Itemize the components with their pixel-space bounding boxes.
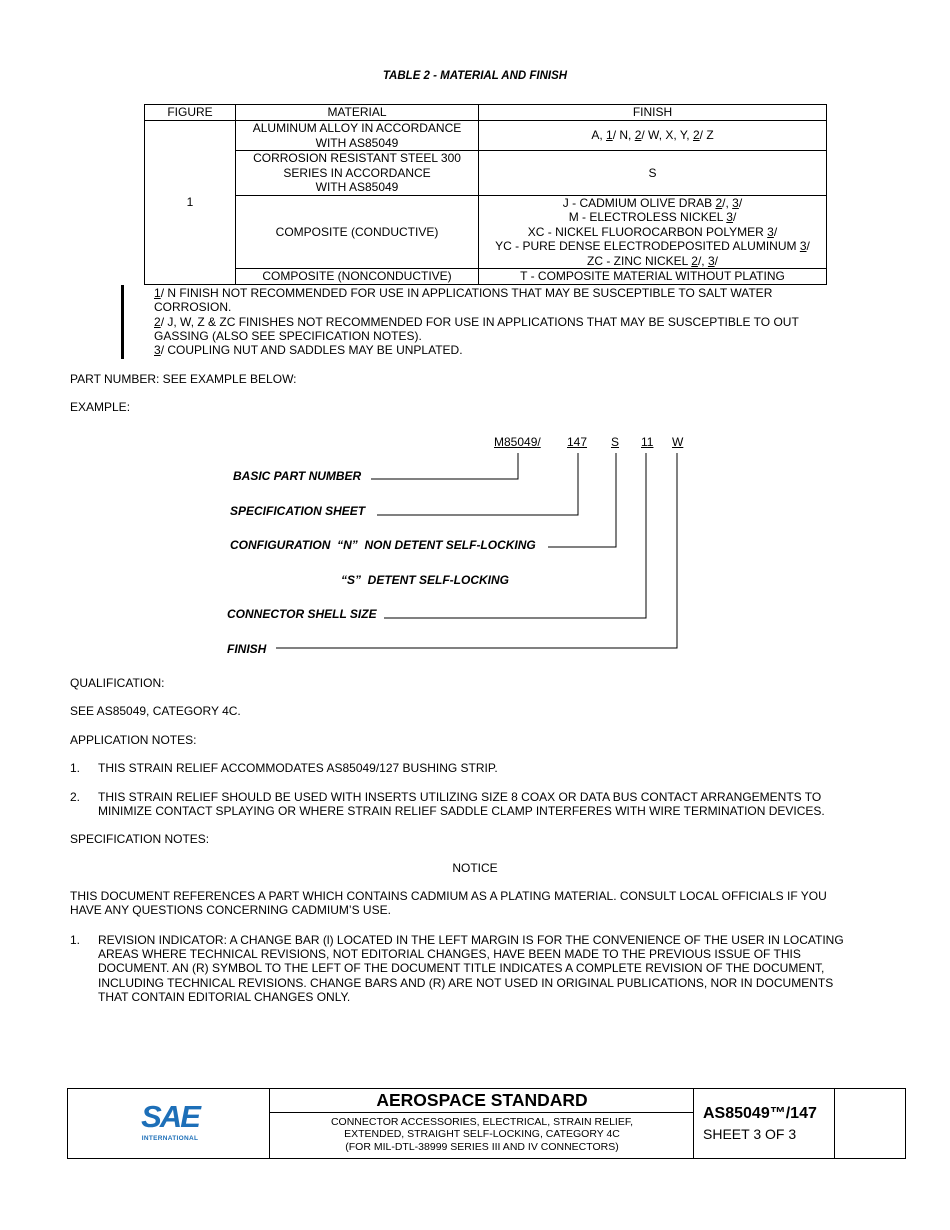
- revision-cell: [835, 1089, 905, 1158]
- notice-heading: NOTICE: [452, 861, 498, 875]
- finish-line: J - CADMIUM OLIVE DRAB 2/, 3/: [562, 195, 743, 210]
- document-number: AS85049™/147: [703, 1105, 817, 1122]
- label-finish: FINISH: [227, 642, 267, 656]
- finish-line: M - ELECTROLESS NICKEL 3/: [568, 210, 737, 224]
- leader-config: [548, 453, 616, 547]
- sheet-number: SHEET 3 OF 3: [703, 1126, 797, 1142]
- pn-code-finish: W: [672, 435, 684, 449]
- app-note-2: THIS STRAIN RELIEF SHOULD BE USED WITH INSERTS UTILIZING SIZE 8 COAX OR DATA BUS CONTACT ARRANGEMENTS TO MINIMIZE CONTACT SPLAYING OR WHERE STRAIN RELIEF SADDLE CLAMP INTERFERES WITH WIRE TERMINATION DEVICES.: [98, 790, 825, 819]
- finish-line: ZC - ZINC NICKEL 2/, 3/: [587, 253, 718, 268]
- qualification-text: SEE AS85049, CATEGORY 4C.: [70, 704, 241, 718]
- pn-code-basic: M85049/: [494, 435, 541, 449]
- label-connector-shell-size: CONNECTOR SHELL SIZE: [227, 607, 377, 621]
- specification-notes-heading: SPECIFICATION NOTES:: [70, 832, 210, 846]
- notice-text: THIS DOCUMENT REFERENCES A PART WHICH CONTAINS CADMIUM AS A PLATING MATERIAL. CONSULT LOCAL OFFICIALS IF YOU HAVE ANY QUESTIONS CONCERNING CADMIUM’S USE.: [70, 889, 827, 918]
- finish-cell: T - COMPOSITE MATERIAL WITHOUT PLATING: [479, 269, 827, 285]
- title-cell: [270, 1089, 694, 1158]
- leader-shell: [384, 453, 646, 618]
- document-description: CONNECTOR ACCESSORIES, ELECTRICAL, STRAIN RELIEF, EXTENDED, STRAIGHT SELF-LOCKING, CATEGORY 4C (FOR MIL-DTL-38999 SERIES III AND IV CONNECTORS): [330, 1116, 634, 1153]
- title-block: [67, 1088, 906, 1159]
- label-specification-sheet: SPECIFICATION SHEET: [230, 504, 366, 518]
- header-material: MATERIAL: [236, 105, 479, 121]
- leader-spec: [377, 453, 578, 515]
- footnote-2: 2/ J, W, Z & ZC FINISHES NOT RECOMMENDED FOR USE IN APPLICATIONS THAT MAY BE SUSCEPTIBLE TO OUT GASSING (ALSO SEE SPECIFICATION NOTES).: [154, 315, 799, 344]
- sae-logo-subtitle: INTERNATIONAL: [141, 1135, 199, 1142]
- material-line: SERIES IN ACCORDANCE: [283, 165, 431, 180]
- pn-code-config: S: [611, 435, 620, 449]
- spec-note-1: REVISION INDICATOR: A CHANGE BAR (l) LOCATED IN THE LEFT MARGIN IS FOR THE CONVENIENCE OF THE USER IN LOCATING AREAS WHERE TECHNICAL REVISIONS, NOT EDITORIAL CHANGES, HAVE BEEN MADE TO THE PREVIOUS ISSUE OF THIS DOCUMENT. AN (R) SYMBOL TO THE LEFT OF THE DOCUMENT TITLE INDICATES A COMPLETE REVISION OF THE DOCUMENT, INCLUDING TECHNICAL REVISIONS. CHANGE BARS AND (R) ARE NOT USED IN ORIGINAL PUBLICATIONS, NOR IN DOCUMENTS THAT CONTAIN EDITORIAL CHANGES ONLY.: [98, 933, 844, 1004]
- finish-cell: S: [479, 151, 827, 196]
- material-line: CORROSION RESISTANT STEEL 300: [253, 151, 461, 165]
- finish-cell: A, 1/ N, 2/ W, X, Y, 2/ Z: [479, 121, 827, 151]
- footnote-3: 3/ COUPLING NUT AND SADDLES MAY BE UNPLATED.: [154, 343, 463, 357]
- table-caption: TABLE 2 - MATERIAL AND FINISH: [382, 70, 568, 82]
- leader-basic: [371, 453, 518, 479]
- finish-line: XC - NICKEL FLUOROCARBON POLYMER 3/: [527, 224, 778, 239]
- example-label: EXAMPLE:: [70, 400, 131, 414]
- qualification-heading: QUALIFICATION:: [70, 676, 165, 690]
- footnote-1: 1/ N FINISH NOT RECOMMENDED FOR USE IN APPLICATIONS THAT MAY BE SUSCEPTIBLE TO SALT WATER CORROSION.: [154, 286, 773, 315]
- figure-cell: 1: [145, 121, 236, 285]
- part-number-heading: PART NUMBER: SEE EXAMPLE BELOW:: [70, 372, 297, 386]
- app-note-2-number: 2.: [70, 790, 81, 804]
- document-type-title: AEROSPACE STANDARD: [270, 1089, 694, 1113]
- doc-number-cell: [694, 1089, 835, 1158]
- logo-cell: [68, 1089, 270, 1158]
- header-finish: FINISH: [479, 105, 827, 121]
- pn-code-shell: 11: [641, 435, 654, 449]
- material-line: ALUMINUM ALLOY IN ACCORDANCE: [252, 121, 462, 135]
- material-cell: COMPOSITE (CONDUCTIVE): [236, 195, 479, 269]
- material-line: WITH AS85049: [315, 135, 399, 150]
- label-configuration: CONFIGURATION “N” NON DETENT SELF-LOCKING: [230, 538, 536, 552]
- label-basic-part-number: BASIC PART NUMBER: [233, 469, 362, 483]
- spec-note-1-number: 1.: [70, 933, 81, 947]
- finish-line: YC - PURE DENSE ELECTRODEPOSITED ALUMINUM 3/: [495, 239, 810, 253]
- header-figure: FIGURE: [145, 105, 236, 121]
- app-note-1-number: 1.: [70, 761, 81, 775]
- pn-code-spec: 147: [567, 435, 588, 449]
- material-line: WITH AS85049: [315, 180, 399, 194]
- label-configuration-s: “S” DETENT SELF-LOCKING: [341, 573, 509, 587]
- material-cell: COMPOSITE (NONCONDUCTIVE): [236, 269, 479, 285]
- application-notes-heading: APPLICATION NOTES:: [70, 733, 197, 747]
- app-note-1: THIS STRAIN RELIEF ACCOMMODATES AS85049/127 BUSHING STRIP.: [98, 761, 498, 775]
- sae-logo: SAE: [141, 1099, 199, 1134]
